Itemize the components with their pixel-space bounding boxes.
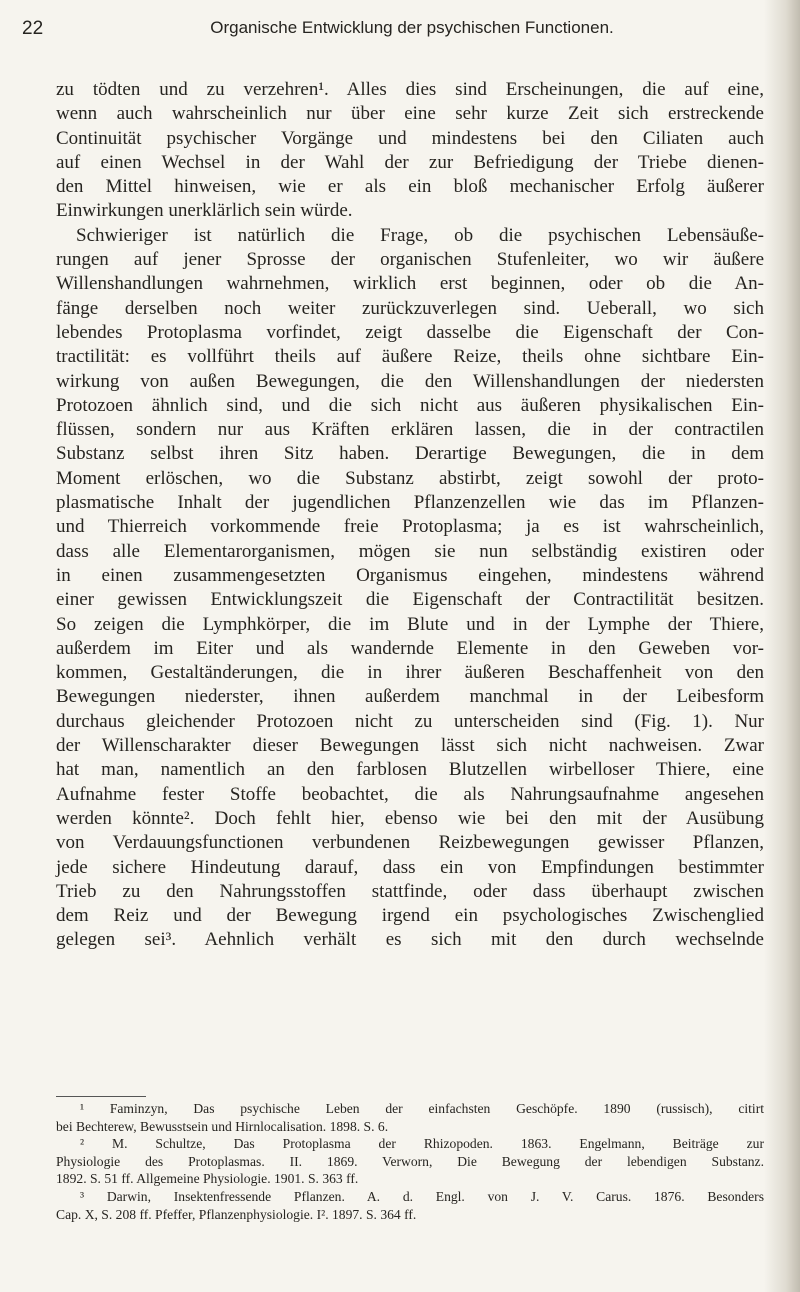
body-line: Trieb zu den Nahrungsstoffen stattfinde, oder dass überhaupt zwischen — [56, 880, 764, 902]
body-line: wenn auch wahrscheinlich nur über eine sehr kurze Zeit sich erstreckende — [56, 103, 764, 125]
body-line: und Thierreich vorkommende freie Protoplasma; ja es ist wahrscheinlich, — [56, 516, 764, 538]
footnote-line: bei Bechterew, Bewusstsein und Hirnlocalisation. 1898. S. 6. — [56, 1118, 389, 1134]
running-title: Organische Entwicklung der psychischen Functionen. — [210, 18, 614, 37]
footnote-line: Physiologie des Protoplasmas. II. 1869. Verworn, Die Bewegung der lebendigen Substanz. — [56, 1153, 764, 1169]
body-line: den Mittel hinweisen, wie er als ein bloß mechanischer Erfolg äußerer — [56, 176, 764, 198]
body-line: lebendes Protoplasma vorfindet, zeigt dasselbe die Eigenschaft der Con- — [56, 321, 764, 343]
body-line: Schwieriger ist natürlich die Frage, ob die psychischen Lebensäuße- — [76, 224, 764, 246]
body-line: So zeigen die Lymphkörper, die im Blute und in der Lymphe der Thiere, — [56, 613, 764, 635]
body-line: wirkung von außen Bewegungen, die den Willenshandlungen der niedersten — [56, 370, 764, 392]
body-line: von Verdauungsfunctionen verbundenen Reizbewegungen gewisser Pflanzen, — [56, 832, 764, 854]
body-line: Einwirkungen unerklärlich sein würde. — [56, 200, 353, 222]
body-line: gelegen sei³. Aehnlich verhält es sich mit den durch wechselnde — [56, 929, 764, 951]
footnote-divider — [56, 1096, 146, 1097]
body-line: einer gewissen Entwicklungszeit die Eigenschaft der Contractilität besitzen. — [56, 589, 764, 611]
body-line: Moment erlöschen, wo die Substanz abstirbt, zeigt sowohl der proto- — [56, 467, 764, 489]
body-line: rungen auf jener Sprosse der organischen Stufenleiter, wo wir äußere — [56, 249, 764, 271]
body-line: jede sichere Hindeutung darauf, dass ein von Empfindungen bestimmter — [56, 856, 764, 878]
body-line: dem Reiz und der Bewegung irgend ein psychologisches Zwischenglied — [56, 905, 764, 927]
body-line: zu tödten und zu verzehren¹. Alles dies sind Erscheinungen, die auf eine, — [56, 79, 764, 100]
body-line: auf einen Wechsel in der Wahl der zur Befriedigung der Triebe dienen- — [56, 151, 764, 173]
body-line: fänge derselben noch weiter zurückzuverlegen sind. Ueberall, wo sich — [56, 297, 764, 319]
body-line: plasmatische Inhalt der jugendlichen Pflanzenzellen wie das im Pflanzen- — [56, 492, 764, 514]
footnote-line: ² M. Schultze, Das Protoplasma der Rhizopoden. 1863. Engelmann, Beiträge zur — [80, 1136, 764, 1152]
body-line: der Willenscharakter dieser Bewegungen lässt sich nicht nachweisen. Zwar — [56, 735, 764, 757]
body-line: außerdem im Eiter und als wandernde Elemente in den Geweben vor- — [56, 637, 764, 659]
body-line: werden könnte². Doch fehlt hier, ebenso wie bei den mit der Ausübung — [56, 807, 764, 829]
body-line: dass alle Elementarorganismen, mögen sie nun selbständig existiren oder — [56, 540, 764, 562]
body-line: Willenshandlungen wahrnehmen, wirklich erst beginnen, oder ob die An- — [56, 273, 764, 295]
body-line: Bewegungen niederster, ihnen außerdem manchmal in der Leibesform — [56, 686, 764, 708]
page-header — [22, 18, 762, 48]
footnote-line: Cap. X, S. 208 ff. Pfeffer, Pflanzenphysiologie. I². 1897. S. 364 ff. — [56, 1206, 417, 1222]
footnote-line: ¹ Faminzyn, Das psychische Leben der einfachsten Geschöpfe. 1890 (russisch), citirt — [80, 1101, 764, 1116]
body-line: Continuität psychischer Vorgänge und mindestens bei den Ciliaten auch — [56, 127, 764, 149]
body-text — [56, 78, 764, 953]
body-line: tractilität: es vollführt theils auf äußere Reize, theils ohne sichtbare Ein- — [56, 346, 764, 368]
body-line: hat man, namentlich an den farblosen Blutzellen wirbelloser Thiere, eine — [56, 759, 764, 781]
body-line: Substanz selbst ihren Sitz haben. Derartige Bewegungen, die in dem — [56, 443, 764, 465]
footnote-line: ³ Darwin, Insektenfressende Pflanzen. A. d. Engl. von J. V. Carus. 1876. Besonders — [80, 1188, 764, 1204]
page-edge-shadow — [764, 0, 800, 1292]
footnote-line: 1892. S. 51 ff. Allgemeine Physiologie. 1901. S. 363 ff. — [56, 1171, 359, 1187]
body-line: Aufnahme fester Stoffe beobachtet, die als Nahrungsaufnahme angesehen — [56, 783, 764, 805]
body-line: durchaus gleichender Protozoen nicht zu unterscheiden sind (Fig. 1). Nur — [56, 710, 764, 732]
body-line: in einen zusammengesetzten Organismus eingehen, mindestens während — [56, 564, 764, 586]
body-line: Protozoen ähnlich sind, und die sich nicht aus äußeren physikalischen Ein- — [56, 394, 764, 416]
footnotes — [56, 1100, 764, 1223]
body-line: kommen, Gestaltänderungen, die in ihrer äußeren Beschaffenheit von den — [56, 662, 764, 684]
page-number: 22 — [22, 18, 44, 39]
body-line: flüssen, sondern nur aus Kräften erklären lassen, die in der contractilen — [56, 419, 764, 441]
